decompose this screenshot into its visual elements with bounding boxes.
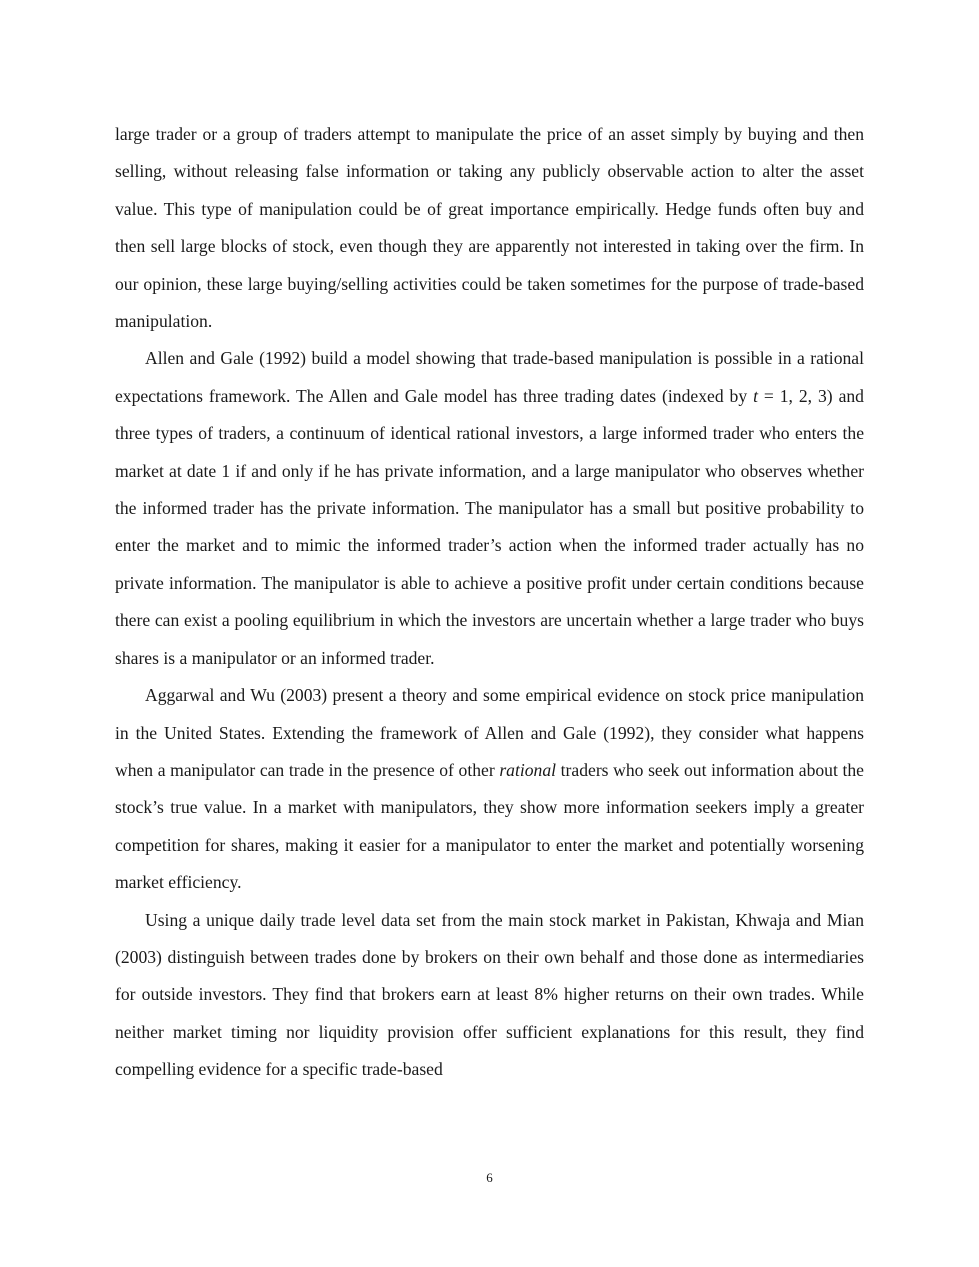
page-body (115, 116, 864, 1089)
paragraph-3 (115, 677, 864, 901)
paragraph-4: Using a unique daily trade level data set from the main stock market in Pakistan, Khwaja and Mian (2003) distinguish between trades done by brokers on their own behalf and those done as intermediaries for outside investors. They find that brokers earn at least 8% higher returns on their own trades. While neither market timing nor liquidity provision offer sufficient explanations for this result, they find compelling evidence for a specific trade-based (115, 909, 864, 1080)
math-values: = 1, 2, 3 (757, 385, 827, 406)
paragraph-2 (115, 340, 864, 677)
paragraph-3-text-b: traders who seek out information about the stock’s true value. In a market with manipulators, they show more information seekers imply a greater competition for shares, making it easier for a manipulator to enter the market and potentially worsening market efficiency. (115, 759, 864, 893)
inline-math-trading-dates (753, 386, 827, 406)
paragraph-2-text-b: ) and three types of traders, a continuum of identical rational investors, a large informed trader who enters the market at date 1 if and only if he has private information, and a large manipulator who observes whether the informed trader has the private information. The manipulator has a small but positive probability to enter the market and to mimic the informed trader’s action when the informed trader actually has no private information. The manipulator is able to achieve a positive profit under certain conditions because there can exist a pooling equilibrium in which the investors are uncertain whether a large trader who buys shares is a manipulator or an informed trader. (115, 385, 864, 668)
emphasis-rational: rational (499, 759, 557, 780)
page-number: 6 (486, 1170, 493, 1185)
paragraph-3-text-a: Aggarwal and Wu (2003) present a theory and some empirical evidence on stock price manipulation in the United States. Extending the framework of Allen and Gale (1992), they consider what happens when a manipulator can trade in the presence of other (115, 685, 864, 780)
paragraph-2-text-a: Allen and Gale (1992) build a model showing that trade-based manipulation is possible in a rational expectations framework. The Allen and Gale model has three trading dates (indexed by (115, 348, 864, 406)
paragraph-1: large trader or a group of traders attempt to manipulate the price of an asset simply by buying and then selling, without releasing false information or taking any publicly observable action to alter the asset value. This type of manipulation could be of great importance empirically. Hedge funds often buy and then sell large blocks of stock, even though they are apparently not interested in taking over the firm. In our opinion, these large buying/selling activities could be taken sometimes for the purpose of trade-based manipulation. (115, 124, 864, 332)
math-variable-t: t (753, 385, 758, 406)
